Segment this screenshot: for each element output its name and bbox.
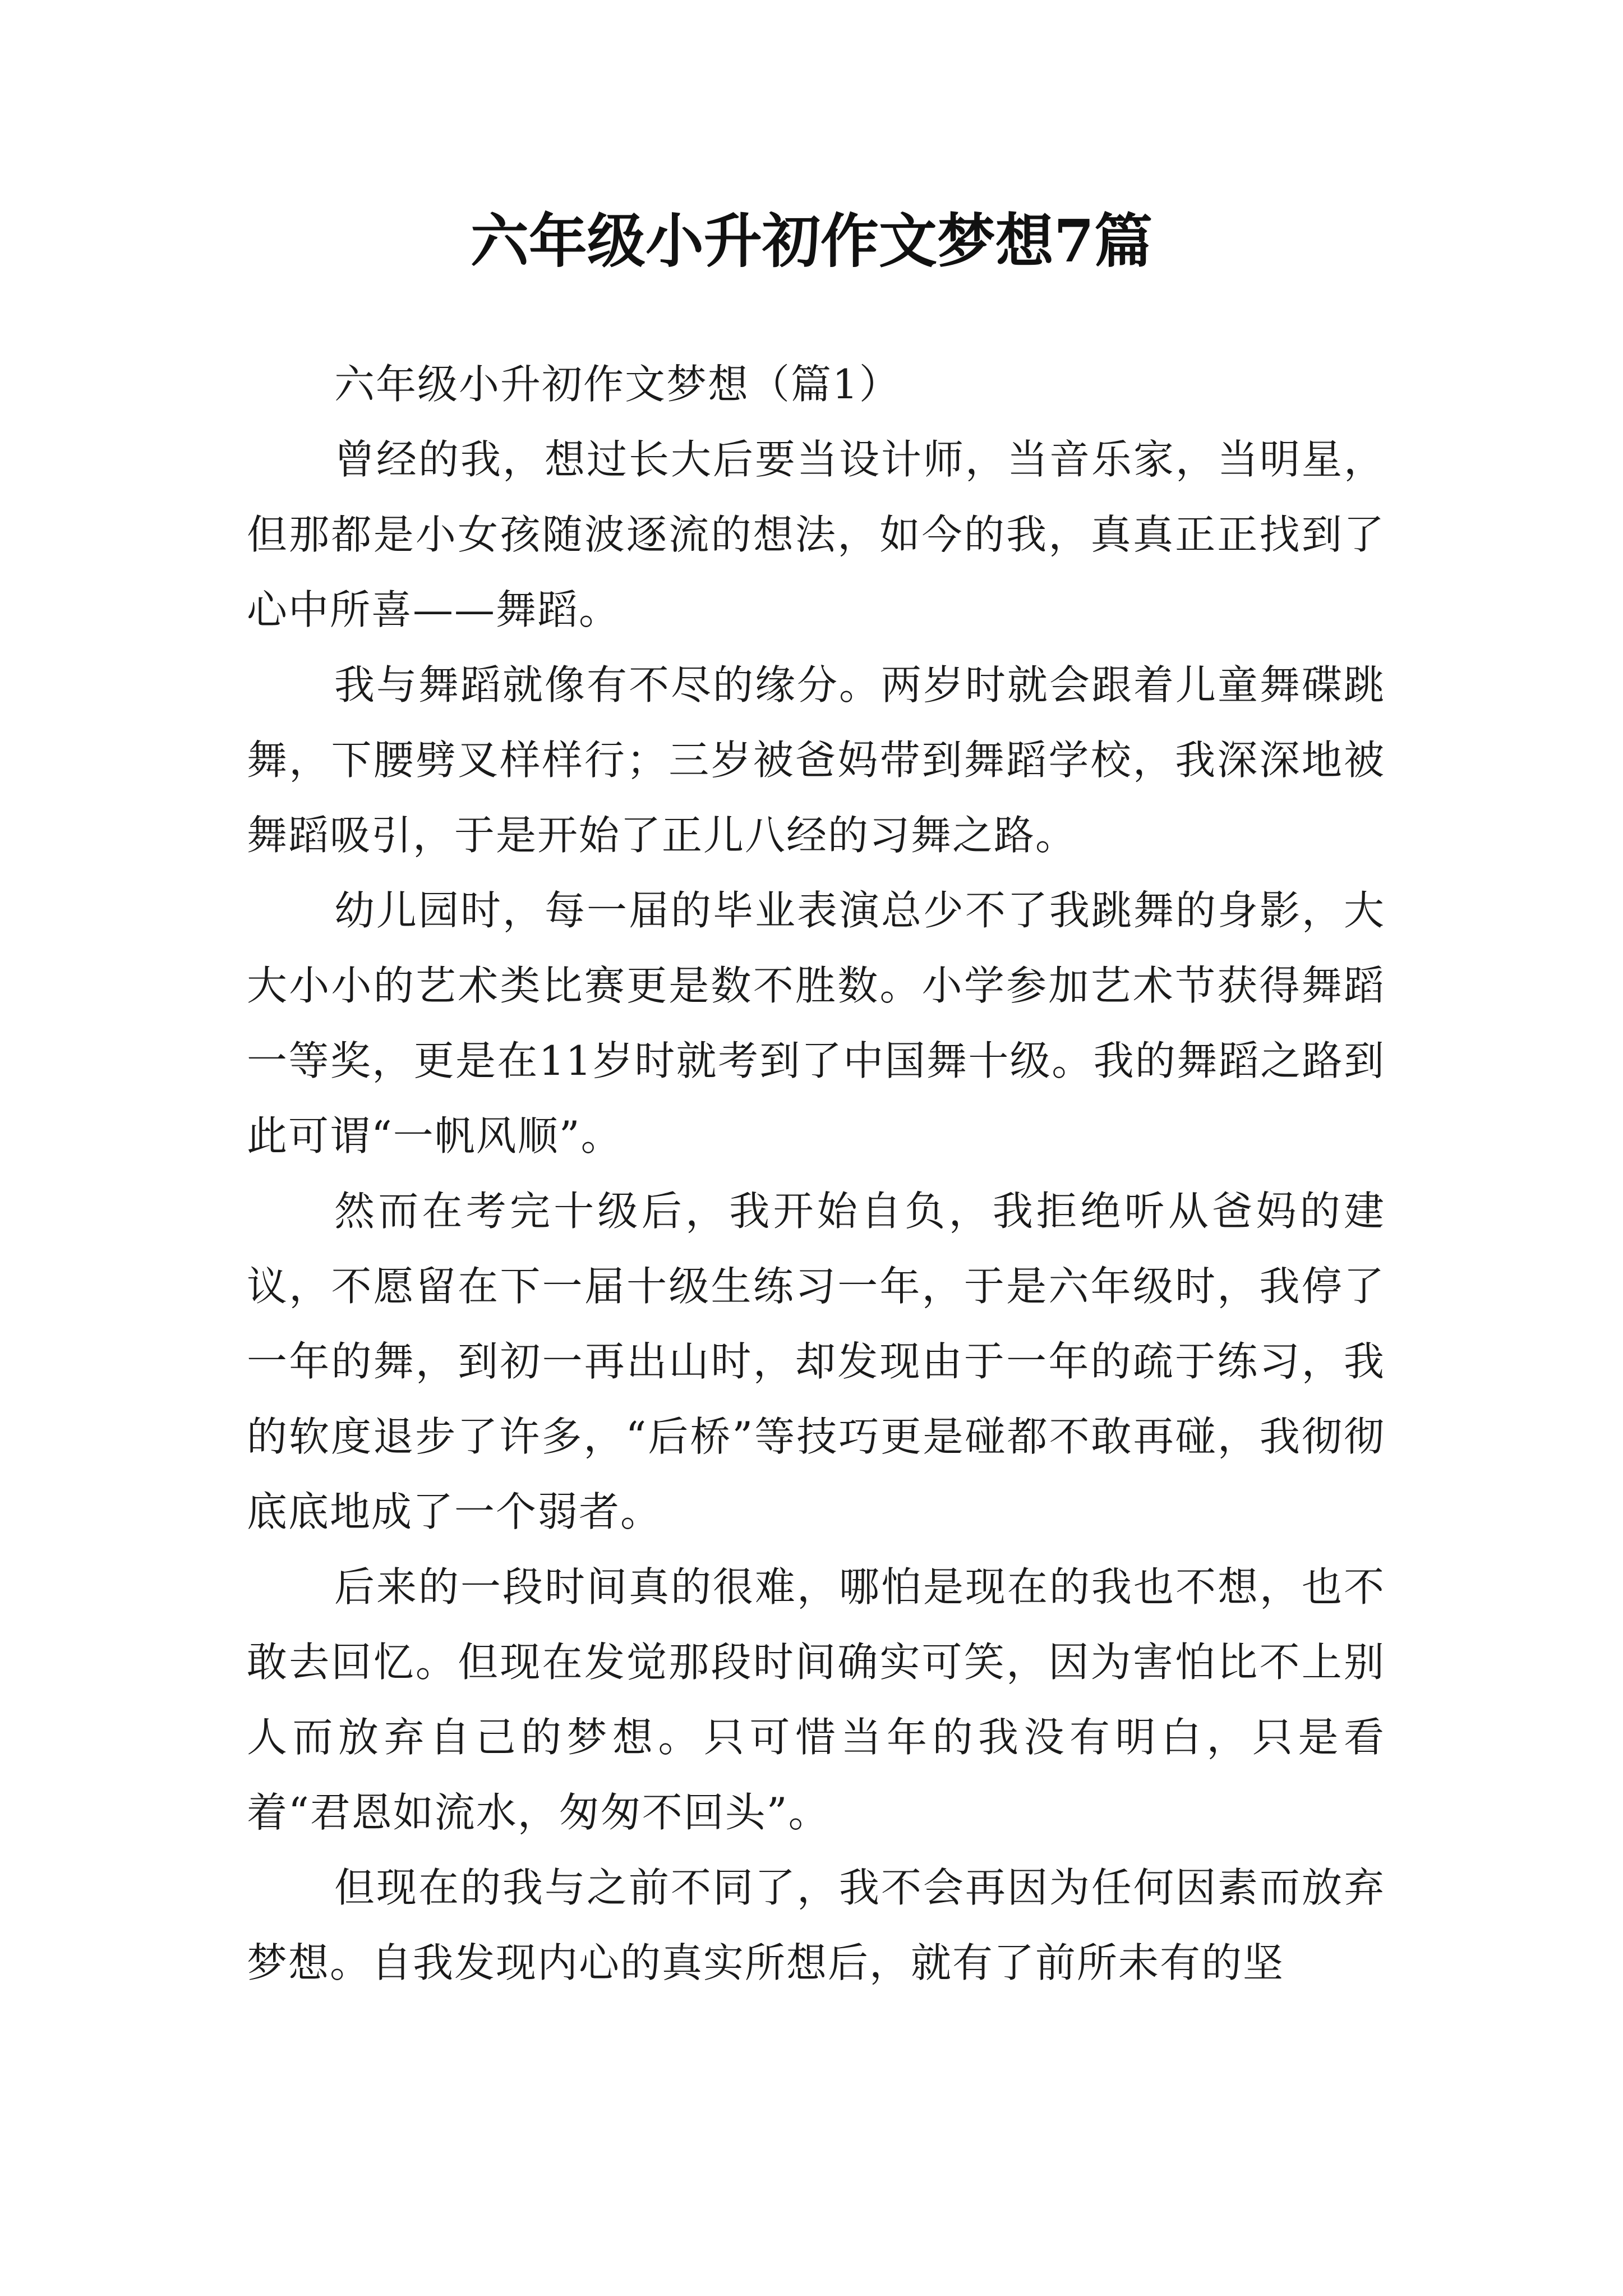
document-body — [247, 347, 1385, 2000]
paragraph: 后来的一段时间真的很难，哪怕是现在的我也不想，也不敢去回忆。但现在发觉那段时间确实可笑，因为害怕比不上别人而放弃自己的梦想。只可惜当年的我没有明白，只是看着“君恩如流水，匆匆不回头”。 — [247, 1563, 1385, 1836]
paragraph: 幼儿园时，每一届的毕业表演总少不了我跳舞的身影，大大小小的艺术类比赛更是数不胜数。小学参加艺术节获得舞蹈一等奖，更是在11岁时就考到了中国舞十级。我的舞蹈之路到此可谓“一帆风顺”。 — [247, 887, 1385, 1159]
section-heading: 六年级小升初作文梦想（篇1） — [334, 361, 901, 408]
paragraph: 曾经的我，想过长大后要当设计师，当音乐家，当明星，但那都是小女孩随波逐流的想法，如今的我，真真正正找到了心中所喜——舞蹈。 — [247, 436, 1385, 633]
paragraph: 然而在考完十级后，我开始自负，我拒绝听从爸妈的建议，不愿留在下一届十级生练习一年，于是六年级时，我停了一年的舞，到初一再出山时，却发现由于一年的疏于练习，我的软度退步了许多，“后桥”等技巧更是碰都不敢再碰，我彻彻底底地成了一个弱者。 — [247, 1188, 1385, 1535]
document-title: 六年级小升初作文梦想7篇 — [470, 206, 1153, 275]
paragraph: 我与舞蹈就像有不尽的缘分。两岁时就会跟着儿童舞碟跳舞，下腰劈叉样样行；三岁被爸妈带到舞蹈学校，我深深地被舞蹈吸引，于是开始了正儿八经的习舞之路。 — [247, 661, 1385, 859]
paragraph: 但现在的我与之前不同了，我不会再因为任何因素而放弃梦想。自我发现内心的真实所想后，就有了前所未有的坚 — [247, 1864, 1385, 1986]
